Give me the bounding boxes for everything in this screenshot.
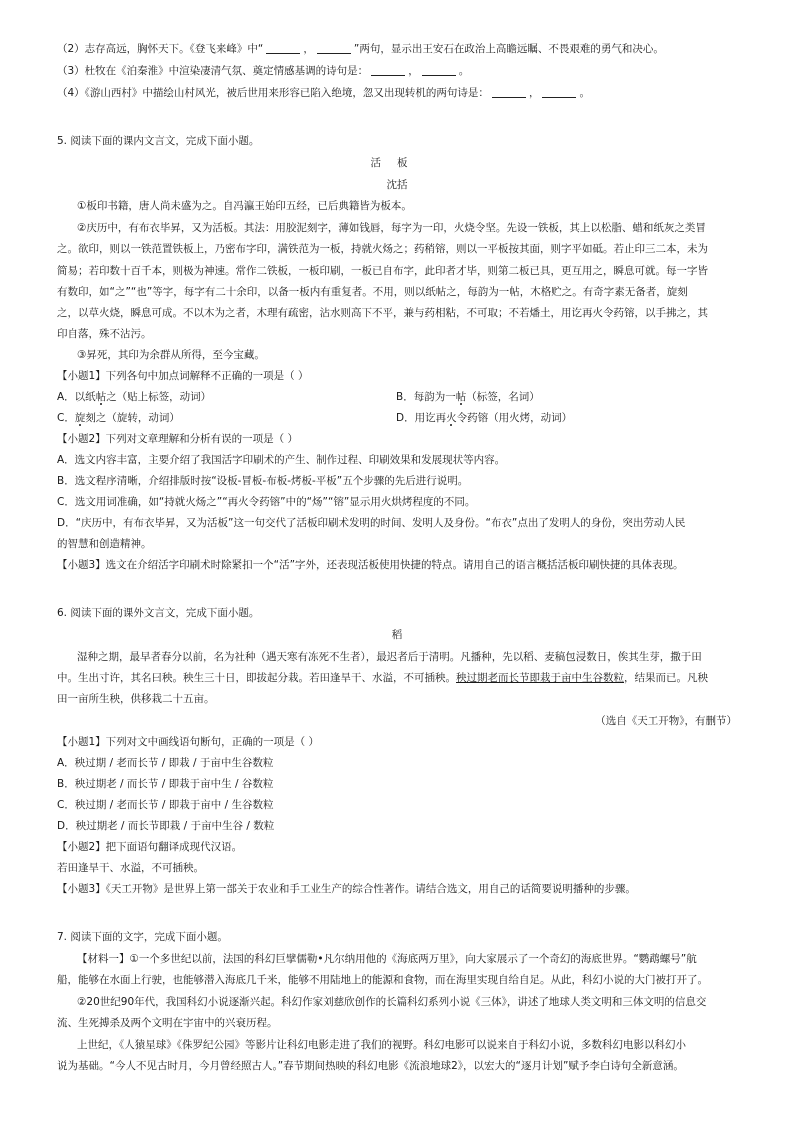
- passage-title: 活板: [370, 157, 424, 169]
- option-b[interactable]: B．秧过期老 / 而长节 / 即栽于亩中生 / 谷数粒: [57, 778, 274, 790]
- question-2: 【小题2】把下面语句翻译成现代汉语。: [57, 841, 243, 853]
- section-5-heading: 5. 阅读下面的课内文言文，完成下面小题。: [57, 135, 260, 147]
- passage-line: 简易；若印数十百千本，则极为神速。常作二铁板，一板印刷，一板已自布字，此印者才毕，则第二板已具，更互用之，瞬息可就。每一字皆: [57, 265, 708, 277]
- material-line: 船，能够在水面上行驶，也能够潜入海底几千米，能够不用陆地上的能源和食物，而在海里实现自给自足。从此，科幻小说的大门被打开了。: [57, 974, 708, 986]
- dotted-word: 火: [446, 412, 457, 424]
- section-6-heading: 6. 阅读下面的课外文言文，完成下面小题。: [57, 607, 260, 619]
- material-paragraph: 【材料一】①一个多世纪以前，法国的科幻巨擘儒勒•凡尔纳用他的《海底两万里》，向大家展示了一个奇幻的海底世界。“鹦鹉螺号”航: [77, 953, 697, 965]
- option-c[interactable]: C．秧过期 / 老而长节 / 即栽于亩中 / 生谷数粒: [57, 799, 274, 811]
- option-b[interactable]: B．选文程序清晰，介绍排版时按“设板-冒板-布板-烤板-平板”五个步骤的先后进行说明。: [57, 475, 469, 487]
- passage-line: 有数印，如“之”“也”等字，每字有二十余印，以备一板内有重复者。不用，则以纸帖之，每韵为一帖，木格贮之。有奇字素无备者，旋刻: [57, 286, 688, 298]
- passage-line: 印自落，殊不沾污。: [57, 328, 152, 340]
- translate-sentence: 若田逢旱干、水溢，不可插秧。: [57, 862, 204, 874]
- passage-author: 沈括: [386, 179, 408, 191]
- question-2: 【小题2】下列对文章理解和分析有误的一项是（ ）: [57, 433, 299, 445]
- option-a[interactable]: A．以纸帖之（贴上标签，动词）: [57, 391, 212, 403]
- question-3: 【小题3】选文在介绍活字印刷术时除紧扣一个“活”字外，还表现活板使用快捷的特点。请用自己的语言概括活板印刷快捷的具体表现。: [57, 559, 684, 571]
- answer-blank[interactable]: [371, 63, 405, 76]
- question-3: 【小题3】《天工开物》是世界上第一部关于农业和手工业生产的综合性著作。请结合选文，用自己的话简要说明播种的步骤。: [57, 883, 636, 895]
- passage-line: 之，以草火烧，瞬息可成。不以木为之者，木理有疏密，沾水则高下不平，兼与药相粘，不可取；不若燔土，用讫再火令药镕，以手拂之，其: [57, 307, 708, 319]
- fill-q4: （4）《游山西村》中描绘山村风光，被后世用来形容已陷入绝境，忽又出现转机的两句诗是： ， 。: [57, 87, 590, 99]
- material-line: 流、生死搏杀及两个文明在宇宙中的兴衰历程。: [57, 1017, 278, 1029]
- option-b[interactable]: B．每韵为一帖（标签，名词）: [396, 391, 540, 403]
- option-c[interactable]: C．旋刻之（旋转，动词）: [57, 412, 180, 424]
- material-paragraph: 上世纪，《人猿星球》《侏罗纪公园》等影片让科幻电影走进了我们的视野。科幻电影可以说来自于科幻小说，多数科幻电影以科幻小: [77, 1039, 686, 1051]
- option-d[interactable]: D．“庆历中，有布衣毕昇，又为活板”这一句交代了活板印刷术发明的时间、发明人及身份。“布衣”点出了发明人的身份，突出劳动人民: [57, 517, 686, 529]
- underlined-sentence: 秧过期老而长节即栽于亩中生谷数粒: [456, 672, 624, 684]
- question-1: 【小题1】下列各句中加点词解释不正确的一项是（ ）: [57, 370, 309, 382]
- answer-blank[interactable]: [422, 63, 456, 76]
- option-a[interactable]: A．秧过期 / 老而长节 / 即栽 / 于亩中生谷数粒: [57, 757, 274, 769]
- dotted-word: 帖: [95, 391, 107, 403]
- passage-paragraph: ③昇死，其印为余群从所得，至今宝藏。: [77, 349, 265, 361]
- option-d[interactable]: D．用讫再火令药镕（用火烤，动词）: [396, 412, 573, 424]
- material-paragraph: ②20世纪90年代，我国科幻小说逐渐兴起。科幻作家刘慈欣创作的长篇科幻系列小说《三体》，讲述了地球人类文明和三体文明的信息交: [77, 996, 707, 1008]
- passage-line: 田一亩所生秧，供移栽二十五亩。: [57, 693, 215, 705]
- answer-blank[interactable]: [492, 85, 526, 98]
- passage-paragraph: 湿种之期，最早者春分以前，名为社种（遇天寒有冻死不生者），最迟者后于清明。凡播种，先以稻、麦稿包浸数日，俟其生芽，撒于田: [77, 651, 702, 663]
- dotted-word: 帖: [455, 391, 467, 403]
- fill-q3: （3）杜牧在《泊秦淮》中渲染凄清气氛、奠定情感基调的诗句是： ， 。: [57, 65, 470, 77]
- passage-title: 稻: [391, 629, 403, 641]
- passage-paragraph: ②庆历中，有布衣毕昇，又为活板。其法：用胶泥刻字，薄如钱唇，每字为一印，火烧令坚。先设一铁板，其上以松脂、蜡和纸灰之类冒: [77, 222, 706, 234]
- material-line: 说为基础。“今人不见古时月，今月曾经照古人。”春节期间热映的科幻电影《流浪地球2》，以宏大的“逐月计划”赋予李白诗句全新意涵。: [57, 1060, 684, 1072]
- option-d[interactable]: D．秧过期老 / 而长节即栽 / 于亩中生谷 / 数粒: [57, 820, 275, 832]
- section-7-heading: 7. 阅读下面的文字，完成下面小题。: [57, 931, 228, 943]
- passage-line: 中。生出寸许，其名曰秧。秧生三十日，即拔起分栽。若田逢旱干、水溢，不可插秧。秧过期老而长节即栽于亩中生谷数粒，结果而已。凡秧: [57, 672, 708, 684]
- passage-paragraph: ①板印书籍，唐人尚未盛为之。自冯瀛王始印五经，已后典籍皆为板本。: [77, 200, 412, 212]
- answer-blank[interactable]: [266, 41, 300, 54]
- answer-blank[interactable]: [542, 85, 576, 98]
- dotted-word: 旋: [74, 412, 86, 424]
- answer-blank[interactable]: [317, 41, 351, 54]
- option-d-cont: 的智慧和创造精神。: [57, 538, 152, 550]
- passage-line: 之。欲印，则以一铁范置铁板上，乃密布字印，满铁范为一板，持就火炀之；药稍镕，则以一平板按其面，则字平如砥。若止印三二本，未为: [57, 243, 708, 255]
- question-1: 【小题1】下列对文中画线语句断句，正确的一项是（ ）: [57, 736, 320, 748]
- fill-q2: （2）志存高远，胸怀天下。《登飞来峰》中“ ， ”两句，显示出王安石在政治上高瞻远瞩、不畏艰难的勇气和决心。: [57, 43, 664, 55]
- option-c[interactable]: C．选文用词准确，如“持就火炀之”“再火令药镕”中的“炀”“镕”显示用火烘烤程度的不同。: [57, 496, 476, 508]
- option-a[interactable]: A．选文内容丰富，主要介绍了我国活字印刷术的产生、制作过程、印刷效果和发展现状等内容。: [57, 454, 506, 466]
- source-note: （选自《天工开物》，有删节）: [595, 715, 737, 727]
